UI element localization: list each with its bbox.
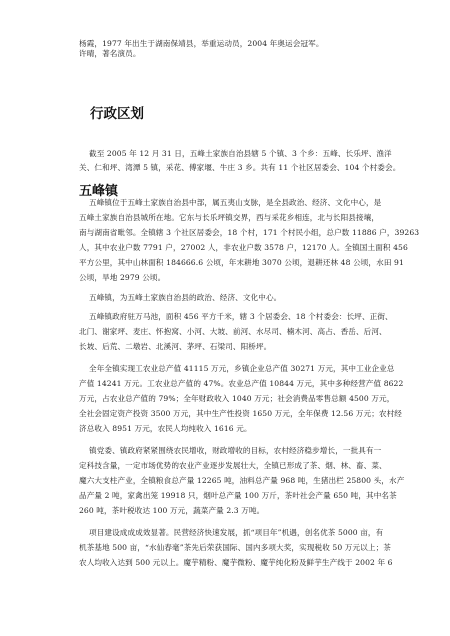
- body-line: 全年全镇实现工农业总产值 41115 万元，乡镇企业总产值 30271 万元，其中工业企业总: [89, 364, 395, 373]
- body-line: 北门、谢家坪、麦庄、怀抱窝、小河、大坡、前河、水尽司、楠木河、高占、香岳、后河、: [79, 327, 387, 336]
- body-line: 五峰镇政府驻万马池，面积 456 平方千米，辖 3 个居委会、18 个村委会：长坪、正街、: [89, 312, 393, 321]
- body-line: 万元，占农业总产值的 79%；全年财政收入 1040 万元；社会消费品零售总额 4500 万元，: [79, 394, 395, 403]
- body-line: 平方公里，其中山林面积 184666.6 公顷，年末耕地 3070 公顷，退耕还林 48 公顷，水田 91: [79, 258, 404, 267]
- body-line: 济总收入 8951 万元，农民人均纯收入 1616 元。: [79, 424, 252, 433]
- body-line: 五峰镇位于五峰土家族自治县中部，属五夷山支脉，是全县政治、经济、文化中心，是: [89, 198, 382, 207]
- body-line: 定科技含量，一定市场优势的农业产业逐步发展壮大，全镇已形成了茶、烟、林、畜、菜、: [79, 461, 387, 470]
- town-heading: 五峰镇: [79, 184, 119, 199]
- body-line: 人，其中农业户数 7791 户，27002 人，非农业户数 3578 户，12170 人。全镇国土面积 456: [79, 243, 408, 252]
- body-line: 南与湖南省毗邻。全镇辖 3 个社区居委会，18 个村，171 个村民小组，总户数 11886 户，39263: [79, 228, 420, 237]
- person-line-yang-xia: 杨霞，1977 年出生于湖南保靖县，举重运动员，2004 年奥运会冠军。: [79, 39, 324, 48]
- body-line: 260 吨，茶叶税收达 100 万元，蔬菜产量 2.3 万吨。: [79, 506, 265, 515]
- section-heading: 行政区划: [90, 106, 144, 122]
- intro-line: 截至 2005 年 12 月 31 日，五峰土家族自治县辖 5 个镇、3 个乡：五峰、长乐坪、渔洋: [89, 149, 392, 158]
- person-line-xu-qing: 许晴，著名演员。: [79, 49, 141, 58]
- body-line: 魔六大支柱产业，全镇粮食总产量 12265 吨，油料总产量 968 吨，生猪出栏 25800 头，水产: [79, 476, 405, 485]
- body-line: 全社会固定资产投资 3500 万元，其中生产性投资 1650 万元，全年保费 12.56 万元；农村经: [79, 409, 402, 418]
- body-line: 长坡、后荒、二墩岩、北溪河、茅坪、石梁司、阳桥坪。: [79, 342, 272, 351]
- body-line: 镇党委、镇政府紧紧围绕农民增收，财政增收的目标，农村经济稳步增长，一批具有一: [89, 446, 382, 455]
- body-line: 五峰镇，为五峰土家族自治县的政治、经济、文化中心。: [89, 293, 282, 302]
- body-line: 五峰土家族自治县城所在地。它东与长乐坪镇交界，西与采花乡相连，北与长阳县接壤，: [79, 213, 380, 222]
- body-line: 品产量 2 吨，家禽出笼 19918 只，烟叶总产量 100 万斤，茶叶社会产量 650 吨，其中名茶: [79, 491, 397, 500]
- body-line: 机茶基地 500 亩，“水仙春毫”茶先后荣获国际、国内多项大奖，实现税收 50 万元以上；茶: [79, 543, 391, 552]
- body-line: 产值 14241 万元。工农业总产值的 47%。农业总产值 10844 万元，其中多种经营产值 8622: [79, 379, 404, 388]
- intro-line: 关、仁和坪、湾潭 5 镇，采花、傅家堰、牛庄 3 乡。共有 11 个社区居委会、104 个村委会。: [79, 163, 401, 172]
- body-line: 农人均收入达到 500 元以上。魔芋精粉、魔芋微粉、魔芋纯化粉及鲜芋生产线于 2002 年 6: [79, 558, 393, 567]
- body-line: 项目建设成成成效显著。民营经济快速发展，抓“项目年”机遇，创名优茶 5000 亩，有: [89, 528, 384, 537]
- body-line: 公顷，旱地 2979 公顷。: [79, 273, 166, 282]
